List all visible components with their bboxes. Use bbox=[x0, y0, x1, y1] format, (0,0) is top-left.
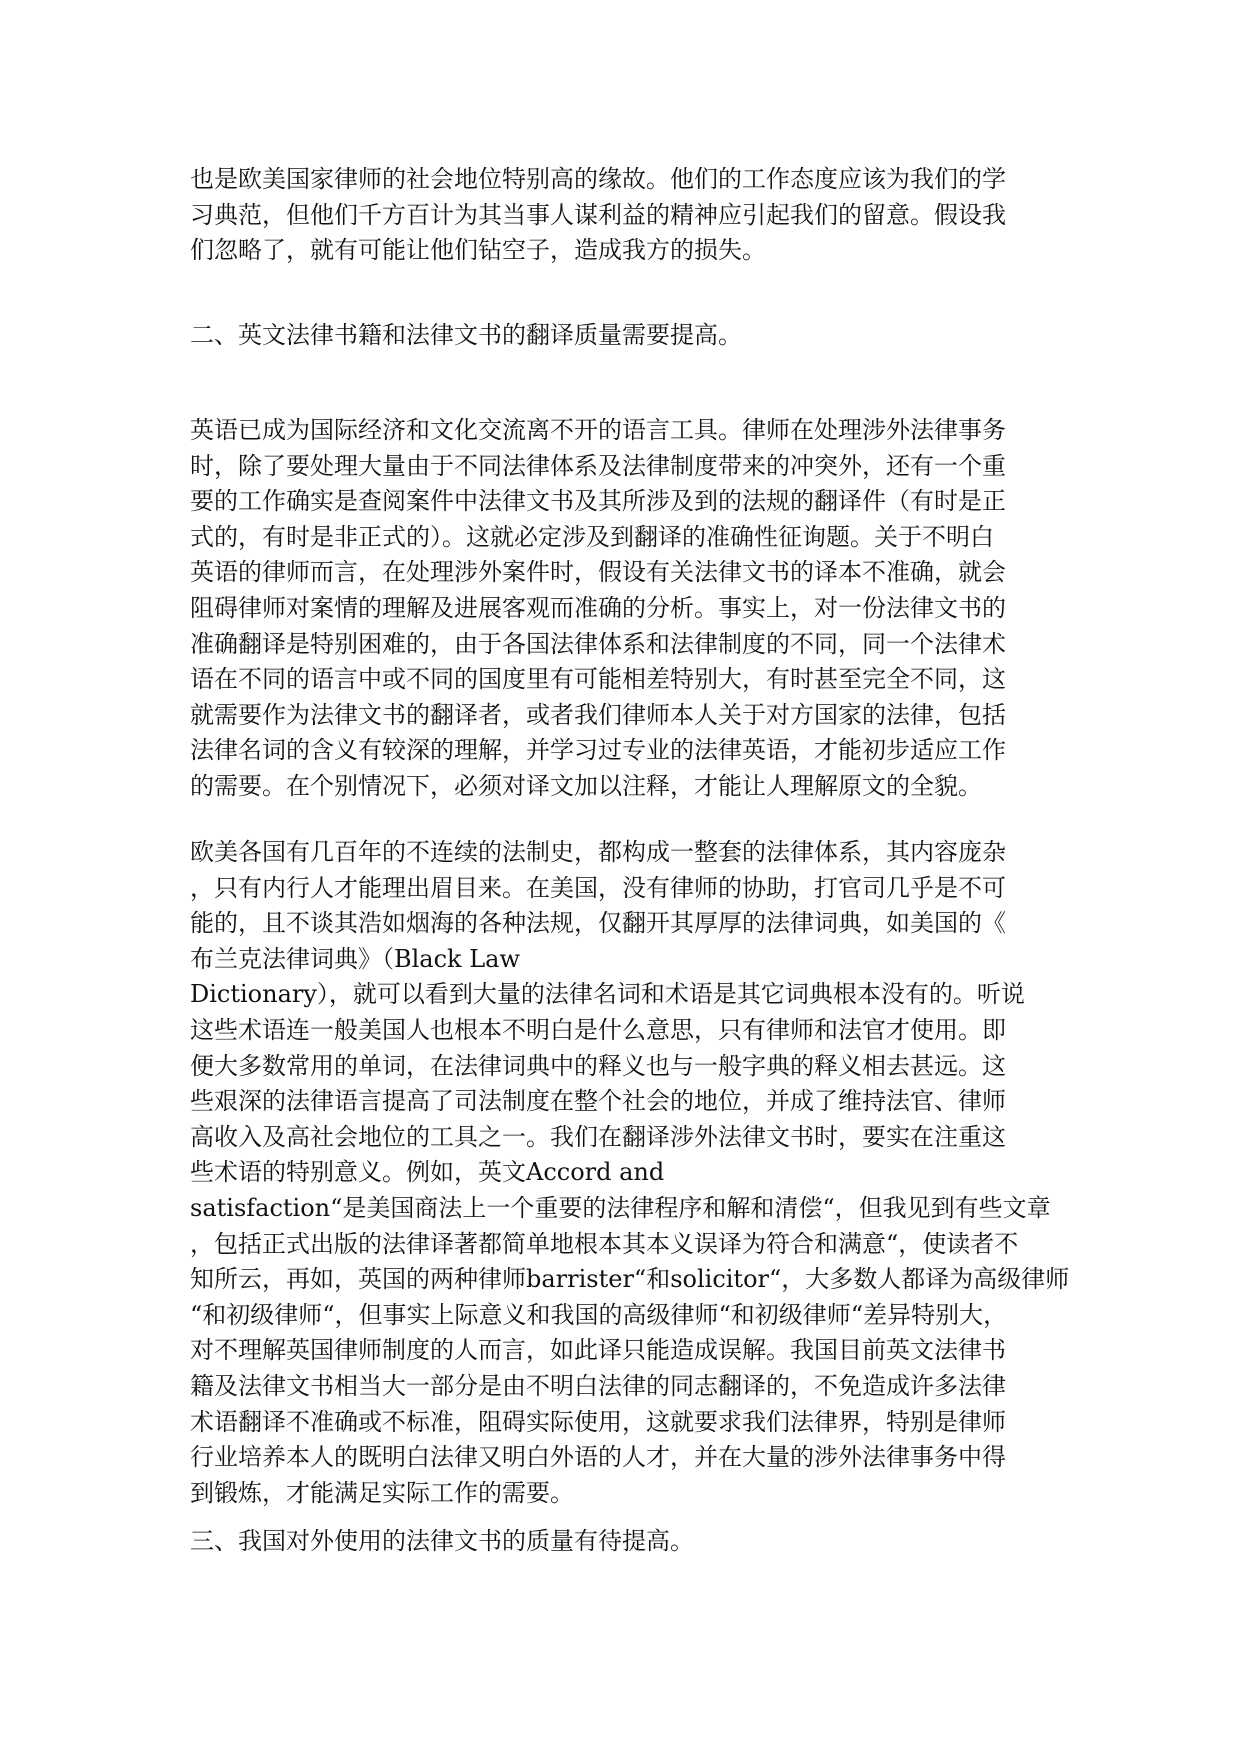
text-line: 也是欧美国家律师的社会地位特别高的缘故。他们的工作态度应该为我们的学 bbox=[190, 165, 1006, 193]
text-line: 籍及法律文书相当大一部分是由不明白法律的同志翻译的，不免造成许多法律 bbox=[190, 1371, 1006, 1400]
text-line: 法律名词的含义有较深的理解，并学习过专业的法律英语，才能初步适应工作 bbox=[190, 736, 1006, 765]
text-line: 欧美各国有几百年的不连续的法制史，都构成一整套的法律体系，其内容庞杂 bbox=[190, 838, 1006, 866]
text-line: ，只有内行人才能理出眉目来。在美国，没有律师的协助，打官司几乎是不可 bbox=[190, 873, 1006, 902]
text-line: 术语翻译不准确或不标准，阻碍实际使用，这就要求我们法律界，特别是律师 bbox=[190, 1407, 1006, 1436]
text-line: 就需要作为法律文书的翻译者，或者我们律师本人关于对方国家的法律，包括 bbox=[190, 700, 1006, 729]
text-line: 阻碍律师对案情的理解及进展客观而准确的分析。事实上，对一份法律文书的 bbox=[190, 593, 1006, 622]
section-heading-3: 三、我国对外使用的法律文书的质量有待提高。 bbox=[190, 1527, 694, 1555]
text-line: 式的，有时是非正式的）。这就必定涉及到翻译的准确性征询题。关于不明白 bbox=[190, 522, 994, 551]
text-line: satisfaction“是美国商法上一个重要的法律程序和解和清偿“，但我见到有些文章 bbox=[190, 1193, 1051, 1222]
text-line: 些艰深的法律语言提高了司法制度在整个社会的地位，并成了维持法官、律师 bbox=[190, 1087, 1006, 1116]
text-line: “和初级律师“，但事实上际意义和我国的高级律师“和初级律师“差异特别大， bbox=[190, 1300, 1008, 1329]
text-line: 准确翻译是特别困难的，由于各国法律体系和法律制度的不同，同一个法律术 bbox=[190, 629, 1006, 658]
text-line: 时，除了要处理大量由于不同法律体系及法律制度带来的冲突外，还有一个重 bbox=[190, 451, 1006, 480]
text-line: 布兰克法律词典》（Black Law bbox=[190, 944, 521, 973]
text-line: 的需要。在个别情况下，必须对译文加以注释，才能让人理解原文的全貌。 bbox=[190, 771, 982, 800]
text-line: 能的，且不谈其浩如烟海的各种法规，仅翻开其厚厚的法律词典，如美国的《 bbox=[190, 909, 1006, 938]
paragraph-3 bbox=[190, 835, 1070, 1511]
text-line: ，包括正式出版的法律译著都简单地根本其本义误译为符合和满意“，使读者不 bbox=[190, 1229, 1019, 1258]
text-line: 对不理解英国律师制度的人而言，如此译只能造成误解。我国目前英文法律书 bbox=[190, 1336, 1006, 1365]
text-line: 便大多数常用的单词，在法律词典中的释义也与一般字典的释义相去甚远。这 bbox=[190, 1051, 1006, 1080]
text-line: 语在不同的语言中或不同的国度里有可能相差特别大，有时甚至完全不同，这 bbox=[190, 665, 1006, 694]
text-line: 知所云，再如，英国的两种律师barrister“和solicitor“，大多数人都译为高级律师 bbox=[190, 1265, 1070, 1294]
text-line: 英语的律师而言，在处理涉外案件时，假设有关法律文书的译本不准确，就会 bbox=[190, 558, 1006, 587]
text-line: 高收入及高社会地位的工具之一。我们在翻译涉外法律文书时，要实在注重这 bbox=[190, 1122, 1006, 1151]
paragraph-2 bbox=[190, 413, 1050, 805]
paragraph-1 bbox=[190, 162, 1050, 269]
text-line: 这些术语连一般美国人也根本不明白是什么意思，只有律师和法官才使用。即 bbox=[190, 1015, 1006, 1044]
text-line: 些术语的特别意义。例如，英文Accord and bbox=[190, 1158, 665, 1187]
text-line: 到锻炼，才能满足实际工作的需要。 bbox=[190, 1478, 574, 1507]
text-line: 英语已成为国际经济和文化交流离不开的语言工具。律师在处理涉外法律事务 bbox=[190, 416, 1006, 444]
text-line: 们忽略了，就有可能让他们钻空子，造成我方的损失。 bbox=[190, 236, 766, 265]
text-line: 行业培养本人的既明白法律又明白外语的人才，并在大量的涉外法律事务中得 bbox=[190, 1443, 1006, 1472]
text-line: 要的工作确实是查阅案件中法律文书及其所涉及到的法规的翻译件（有时是正 bbox=[190, 487, 1006, 516]
section-heading-2: 二、英文法律书籍和法律文书的翻译质量需要提高。 bbox=[190, 321, 742, 349]
text-line: 习典范，但他们千方百计为其当事人谋利益的精神应引起我们的留意。假设我 bbox=[190, 200, 1006, 229]
text-line: Dictionary），就可以看到大量的法律名词和术语是其它词典根本没有的。听说 bbox=[190, 980, 1025, 1009]
